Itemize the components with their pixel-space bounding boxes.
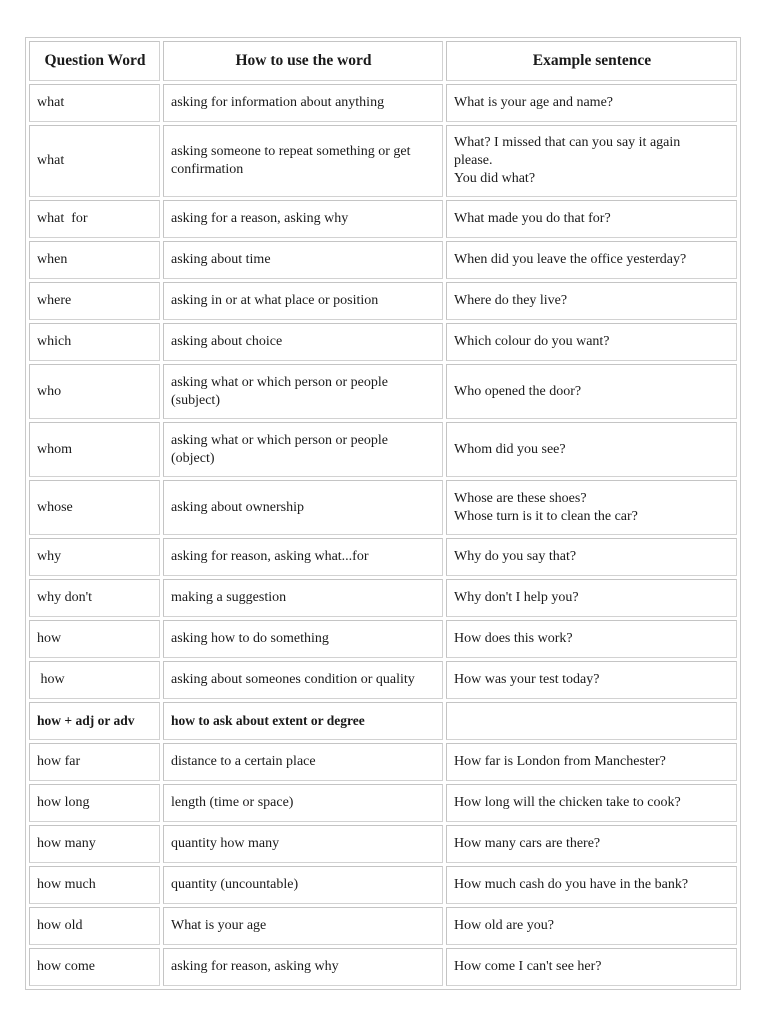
cell-example (446, 200, 737, 238)
usage-line: asking about time (171, 252, 271, 267)
example-line: How old are you? (454, 918, 554, 933)
table-row (29, 282, 737, 320)
example-line: How many cars are there? (454, 836, 601, 851)
cell-usage (163, 825, 443, 863)
cell-usage (163, 948, 443, 986)
cell-example (446, 784, 737, 822)
cell-usage (163, 422, 443, 477)
table-row (29, 323, 737, 361)
example-line: What is your age and name? (454, 95, 613, 110)
table-row (29, 743, 737, 781)
cell-question-word: what (29, 84, 160, 122)
table-row (29, 784, 737, 822)
cell-question-word: when (29, 241, 160, 279)
cell-question-word: what (29, 125, 160, 197)
cell-question-word: how (29, 661, 160, 699)
example-line: What made you do that for? (454, 211, 611, 226)
cell-question-word: how long (29, 784, 160, 822)
table-row (29, 480, 737, 535)
cell-question-word: whom (29, 422, 160, 477)
cell-usage (163, 620, 443, 658)
example-line: Whose are these shoes? (454, 490, 587, 506)
cell-example (446, 282, 737, 320)
usage-line: making a suggestion (171, 590, 287, 605)
example-line: You did what? (454, 171, 536, 186)
usage-line: confirmation (171, 162, 244, 177)
usage-line: distance to a certain place (171, 754, 316, 769)
cell-question-word: who (29, 364, 160, 419)
usage-line: asking what or which person or people (171, 374, 388, 390)
cell-example (446, 702, 737, 740)
usage-line: asking about choice (171, 334, 283, 349)
cell-usage (163, 702, 443, 740)
header-how-to-use: How to use the word (163, 41, 443, 81)
question-words-table (25, 37, 741, 990)
usage-line: length (time or space) (171, 795, 294, 810)
table-row (29, 702, 737, 740)
usage-line: quantity how many (171, 836, 280, 851)
cell-question-word: how + adj or adv (29, 702, 160, 740)
table-row (29, 907, 737, 945)
cell-question-word: how many (29, 825, 160, 863)
table-row (29, 661, 737, 699)
usage-line: quantity (uncountable) (171, 877, 299, 892)
example-line: Which colour do you want? (454, 334, 610, 349)
cell-example (446, 241, 737, 279)
example-line: How much cash do you have in the bank? (454, 877, 689, 892)
example-line: Who opened the door? (454, 383, 582, 399)
cell-usage (163, 743, 443, 781)
cell-usage (163, 661, 443, 699)
cell-usage (163, 538, 443, 576)
table-header-row (29, 41, 737, 81)
usage-line: asking about ownership (171, 499, 304, 515)
table-row (29, 125, 737, 197)
example-line: How was your test today? (454, 672, 600, 687)
cell-question-word: how far (29, 743, 160, 781)
table-row (29, 200, 737, 238)
example-line: How come I can't see her? (454, 959, 602, 974)
table-row (29, 241, 737, 279)
table-body (29, 84, 737, 986)
usage-line: What is your age (171, 918, 267, 933)
cell-usage (163, 200, 443, 238)
table-row (29, 364, 737, 419)
cell-question-word: why don't (29, 579, 160, 617)
usage-line: asking for a reason, asking why (171, 211, 349, 226)
table-row (29, 422, 737, 477)
cell-question-word: whose (29, 480, 160, 535)
usage-line: asking about someones condition or quality (171, 672, 415, 687)
cell-usage (163, 241, 443, 279)
example-line: How does this work? (454, 631, 573, 646)
cell-usage (163, 480, 443, 535)
example-line: Whom did you see? (454, 441, 566, 457)
usage-line: (subject) (171, 392, 220, 408)
table-row (29, 948, 737, 986)
table-row (29, 579, 737, 617)
cell-example (446, 364, 737, 419)
usage-line: how to ask about extent or degree (171, 713, 365, 728)
cell-example (446, 323, 737, 361)
cell-example (446, 661, 737, 699)
cell-question-word: how come (29, 948, 160, 986)
cell-question-word: how much (29, 866, 160, 904)
usage-line: asking someone to repeat something or get (171, 144, 411, 159)
cell-usage (163, 364, 443, 419)
cell-usage (163, 323, 443, 361)
example-line: Where do they live? (454, 293, 568, 308)
header-example-sentence: Example sentence (446, 41, 737, 81)
cell-question-word: which (29, 323, 160, 361)
example-line: Whose turn is it to clean the car? (454, 508, 638, 524)
cell-example (446, 620, 737, 658)
cell-usage (163, 84, 443, 122)
cell-example (446, 125, 737, 197)
cell-question-word: how old (29, 907, 160, 945)
table-row (29, 84, 737, 122)
usage-line: asking for reason, asking why (171, 959, 339, 974)
example-line: How far is London from Manchester? (454, 754, 666, 769)
usage-line: asking how to do something (171, 631, 329, 646)
cell-example (446, 866, 737, 904)
cell-usage (163, 784, 443, 822)
cell-question-word: how (29, 620, 160, 658)
cell-question-word: where (29, 282, 160, 320)
cell-usage (163, 282, 443, 320)
cell-question-word: why (29, 538, 160, 576)
cell-example (446, 743, 737, 781)
usage-line: asking in or at what place or position (171, 293, 379, 308)
example-line: What? I missed that can you say it again (454, 135, 681, 150)
table-row (29, 620, 737, 658)
cell-usage (163, 907, 443, 945)
cell-example (446, 480, 737, 535)
cell-example (446, 948, 737, 986)
table-row (29, 538, 737, 576)
usage-line: asking what or which person or people (171, 432, 388, 448)
table-row (29, 825, 737, 863)
cell-example (446, 825, 737, 863)
usage-line: (object) (171, 450, 215, 466)
example-line: Why do you say that? (454, 549, 577, 564)
cell-example (446, 579, 737, 617)
cell-usage (163, 579, 443, 617)
table-row (29, 866, 737, 904)
cell-example (446, 907, 737, 945)
cell-usage (163, 125, 443, 197)
example-line: Why don't I help you? (454, 590, 579, 605)
usage-line: asking for information about anything (171, 95, 385, 110)
cell-example (446, 422, 737, 477)
cell-example (446, 84, 737, 122)
example-line: How long will the chicken take to cook? (454, 795, 681, 810)
example-line: When did you leave the office yesterday? (454, 252, 687, 267)
cell-usage (163, 866, 443, 904)
usage-line: asking for reason, asking what...for (171, 549, 369, 564)
cell-example (446, 538, 737, 576)
header-question-word: Question Word (29, 41, 160, 81)
example-line: please. (454, 153, 493, 168)
cell-question-word: what for (29, 200, 160, 238)
